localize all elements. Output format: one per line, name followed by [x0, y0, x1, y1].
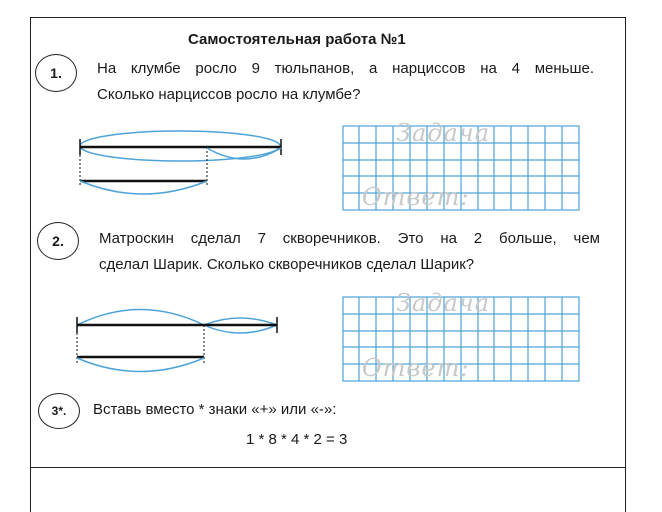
task-2-brace-lower	[77, 358, 204, 372]
task-1-number: 1.	[35, 54, 77, 92]
task-2-line-2: сделал Шарик. Сколько скворечников сделал Шарик?	[99, 256, 475, 273]
task-2-grid-task-label: Задача	[396, 289, 491, 317]
page-title: Самостоятельная работа №1	[188, 31, 406, 48]
task-1-segment-diagram	[80, 131, 281, 194]
task-2-grid-answer-label: Ответ:	[362, 354, 470, 382]
task-1-line-2: Сколько нарциссов росло на клумбе?	[97, 86, 361, 103]
task-2-number: 2.	[37, 222, 79, 260]
task-2-brace-top	[77, 310, 204, 326]
task-1-brace-lower	[80, 181, 207, 194]
task-1-line-1: На клумбе росло 9 тюльпанов, а нарциссов на 4 меньше.	[97, 60, 594, 77]
task-2-segment-diagram	[77, 310, 277, 372]
task-2-line-1: Матроскин сделал 7 скворечников. Это на 2 больше, чем	[99, 230, 600, 247]
task-1-grid-task-label: Задача	[396, 119, 491, 147]
task-1-grid-answer-label: Ответ:	[362, 183, 470, 211]
task-3-instruction: Вставь вместо * знаки «+» или «-»:	[93, 401, 337, 418]
task-3-expression: 1 * 8 * 4 * 2 = 3	[246, 431, 348, 448]
task-3-number: 3*.	[38, 393, 80, 429]
